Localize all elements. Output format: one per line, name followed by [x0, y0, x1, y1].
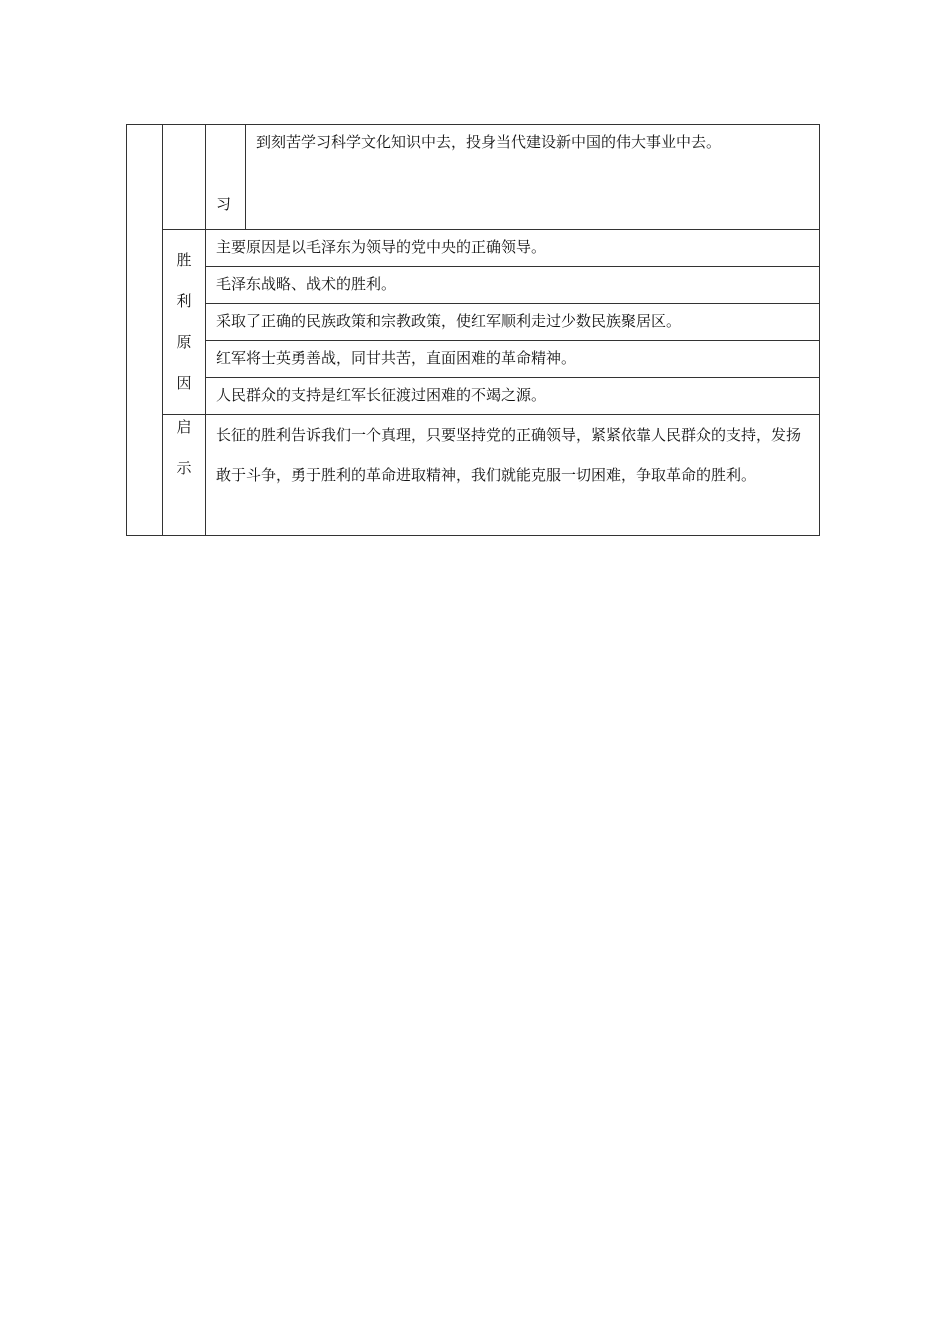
reason-item: 红军将士英勇善战，同甘共苦，直面困难的革命精神。 [206, 341, 820, 378]
label-char: 胜 [176, 251, 192, 269]
label-char: 原 [176, 333, 192, 351]
table-row [127, 230, 820, 267]
insight-text: 长征的胜利告诉我们一个真理，只要坚持党的正确领导，紧紧依靠人民群众的支持，发扬敢于斗争，勇于胜利的革命进取精神，我们就能克服一切困难，争取革命的胜利。 [206, 415, 820, 536]
label-char: 示 [176, 459, 192, 477]
study-text-cell [246, 125, 820, 230]
sub-label-tail: 习 [216, 195, 232, 213]
reason-item: 毛泽东战略、战术的胜利。 [206, 267, 820, 304]
insight-label [163, 415, 206, 536]
table-row [127, 304, 820, 341]
reason-item: 主要原因是以毛泽东为领导的党中央的正确领导。 [206, 230, 820, 267]
study-text: 到刻苦学习科学文化知识中去，投身当代建设新中国的伟大事业中去。 [256, 133, 722, 151]
table-row-study [127, 125, 820, 230]
label-char: 因 [176, 374, 192, 392]
table-row [127, 378, 820, 415]
content-table [126, 124, 820, 536]
empty-label-cell [163, 125, 206, 230]
reason-item: 采取了正确的民族政策和宗教政策，使红军顺利走过少数民族聚居区。 [206, 304, 820, 341]
label-char: 启 [176, 418, 192, 436]
label-char: 利 [176, 292, 192, 310]
table-row [127, 267, 820, 304]
table-row-insight [127, 415, 820, 536]
table-row [127, 341, 820, 378]
sub-label-cell [206, 125, 246, 230]
reason-item: 人民群众的支持是红军长征渡过困难的不竭之源。 [206, 378, 820, 415]
victory-reasons-label [163, 230, 206, 415]
outer-left-cell [127, 125, 163, 536]
